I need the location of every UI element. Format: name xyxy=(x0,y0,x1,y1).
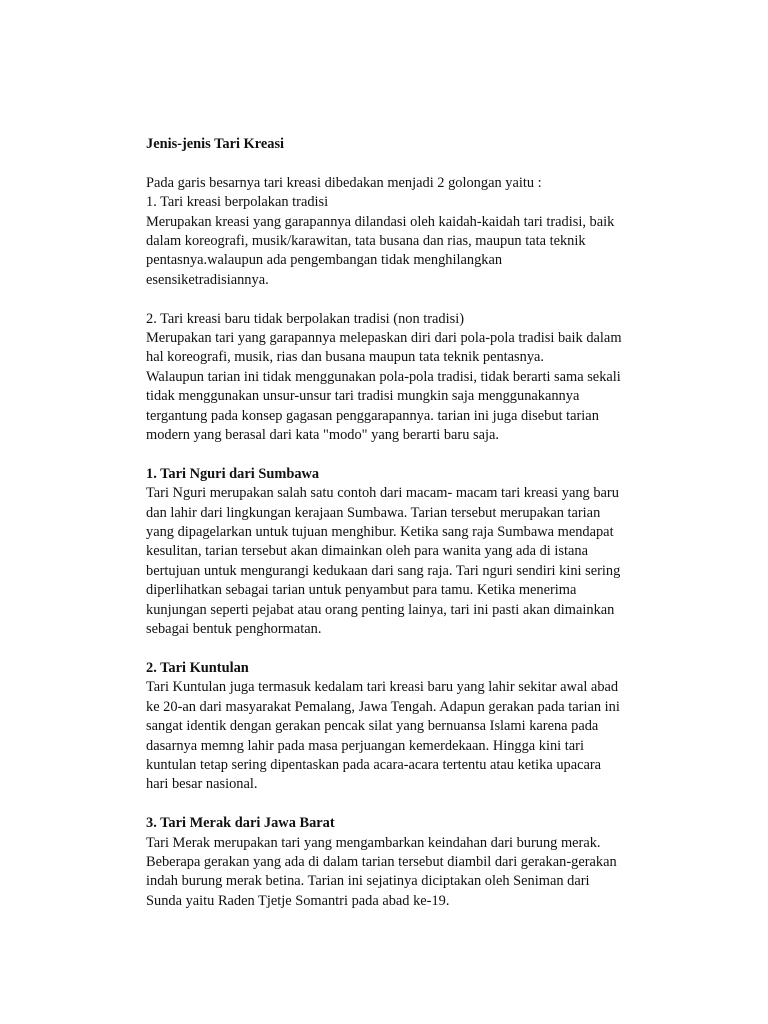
text-line: Pada garis besarnya tari kreasi dibedakan menjadi 2 golongan yaitu : xyxy=(146,174,542,191)
text-line: tidak menggunakan unsur-unsur tari tradisi mungkin saja menggunakannya xyxy=(146,388,580,405)
text-line: Sunda yaitu Raden Tjetje Somantri pada abad ke-19. xyxy=(146,892,450,909)
spacer xyxy=(146,290,706,309)
text-line: kuntulan tetap sering dipentaskan pada acara-acara tertentu atau ketika upacara xyxy=(146,756,602,773)
section-nguri xyxy=(146,465,706,640)
document-page xyxy=(146,135,706,911)
section-heading: 2. Tari Kuntulan xyxy=(146,659,249,676)
text-line: kesulitan, tarian tersebut akan dimainkan oleh para wanita yang ada di istana xyxy=(146,543,588,560)
text-line: Beberapa gerakan yang ada di dalam tarian tersebut diambil dari gerakan-gerakan xyxy=(146,853,617,870)
text-line: pentasnya.walaupun ada pengembangan tidak menghilangkan xyxy=(146,252,503,269)
text-line: Walaupun tarian ini tidak menggunakan pola-pola tradisi, tidak berarti sama sekali xyxy=(146,368,621,385)
text-line: Tari Kuntulan juga termasuk kedalam tari kreasi baru yang lahir sekitar awal abad xyxy=(146,679,619,696)
text-line: sebagai bentuk penghormatan. xyxy=(146,621,322,638)
section-heading: 1. Tari Nguri dari Sumbawa xyxy=(146,465,320,482)
spacer xyxy=(146,445,706,464)
text-line: Tari Nguri merupakan salah satu contoh dari macam- macam tari kreasi yang baru xyxy=(146,485,619,502)
text-line: Merupakan kreasi yang garapannya dilandasi oleh kaidah-kaidah tari tradisi, baik xyxy=(146,213,615,230)
text-line: tergantung pada konsep gagasan penggarapannya. tarian ini juga disebut tarian xyxy=(146,407,599,424)
document-title: Jenis-jenis Tari Kreasi xyxy=(146,136,285,152)
spacer xyxy=(146,795,706,814)
text-line: hal koreografi, musik, rias dan busana maupun tata teknik pentasnya. xyxy=(146,349,545,366)
text-line: dasarnya memng lahir pada masa perjuangan kemerdekaan. Hingga kini tari xyxy=(146,737,584,754)
spacer xyxy=(146,640,706,659)
text-line: hari besar nasional. xyxy=(146,776,258,793)
text-line: 1. Tari kreasi berpolakan tradisi xyxy=(146,194,329,211)
section-kuntulan xyxy=(146,659,706,795)
text-line: Merupakan tari yang garapannya melepaskan diri dari pola-pola tradisi baik dalam xyxy=(146,330,622,347)
text-line: yang dipagelarkan untuk tujuan menghibur. Ketika sang raja Sumbawa mendapat xyxy=(146,524,614,541)
section-heading: 3. Tari Merak dari Jawa Barat xyxy=(146,815,335,832)
text-line: sangat identik dengan gerakan pencak silat yang bernuansa Islami karena pada xyxy=(146,718,599,735)
text-line: esensiketradisiannya. xyxy=(146,271,269,288)
spacer xyxy=(146,154,706,173)
text-line: modern yang berasal dari kata "modo" yang berarti baru saja. xyxy=(146,427,499,444)
text-line: ke 20-an dari masyarakat Pemalang, Jawa Tengah. Adapun gerakan pada tarian ini xyxy=(146,698,620,715)
text-line: dan lahir dari lingkungan kerajaan Sumbawa. Tarian tersebut merupakan tarian xyxy=(146,504,601,521)
text-line: indah burung merak betina. Tarian ini sejatinya diciptakan oleh Seniman dari xyxy=(146,873,590,890)
text-line: kunjungan seperti pejabat atau orang penting lainya, tari ini pasti akan dimainkan xyxy=(146,601,615,618)
text-line: Tari Merak merupakan tari yang mengambarkan keindahan dari burung merak. xyxy=(146,834,601,851)
text-line: dalam koreografi, musik/karawitan, tata busana dan rias, maupun tata teknik xyxy=(146,233,586,250)
part2-paragraph xyxy=(146,310,706,446)
section-merak xyxy=(146,814,706,911)
text-line: diperlihatkan sebagai tarian untuk penyambut para tamu. Ketika menerima xyxy=(146,582,577,599)
text-line: bertujuan untuk mengurangi kedukaan dari sang raja. Tari nguri sendiri kini sering xyxy=(146,562,621,579)
text-line: 2. Tari kreasi baru tidak berpolakan tradisi (non tradisi) xyxy=(146,310,465,327)
intro-paragraph xyxy=(146,174,706,290)
